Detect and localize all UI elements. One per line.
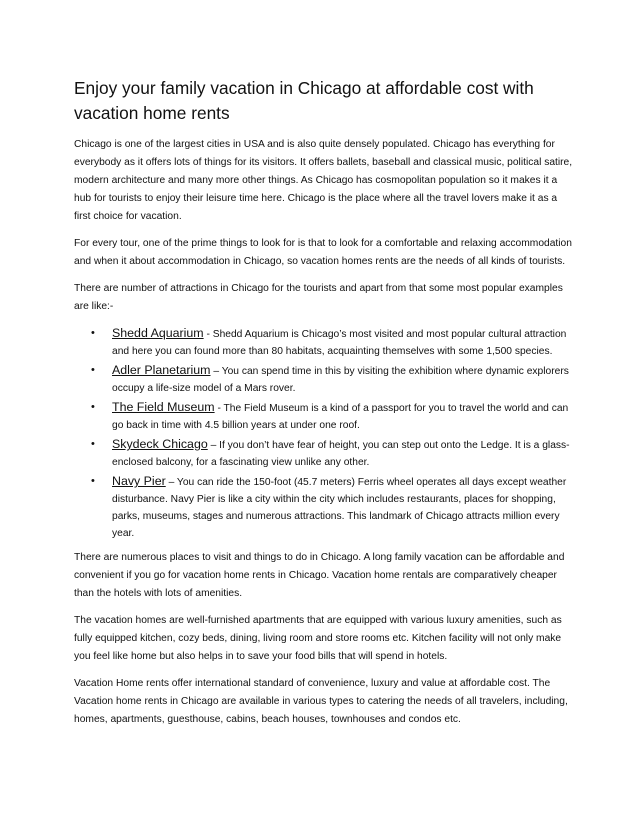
attraction-description: - The Field Museum is a kind of a passport for you to travel the world and can go back in time with 4.5 billion years at under one roof. — [112, 403, 569, 431]
paragraph-accommodation: For every tour, one of the prime things to look for is that to look for a comfortable and relaxing accommodation and when it about accommodation in Chicago, so vacation homes rents are the needs of all kinds of tourists. — [74, 238, 572, 267]
list-item — [74, 436, 574, 471]
paragraph-attractions-intro: There are number of attractions in Chicago for the tourists and apart from that some most popular examples are like:- — [74, 283, 563, 312]
list-item — [74, 362, 574, 397]
attraction-link[interactable]: Skydeck Chicago — [112, 437, 208, 451]
list-item — [74, 325, 574, 360]
paragraph-standards: Vacation Home rents offer international standard of convenience, luxury and value at affordable cost. The Vacation home rents in Chicago are available in various types to catering the needs of all travelers, including, homes, apartments, guesthouse, cabins, beach houses, townhouses and condos etc. — [74, 678, 568, 725]
paragraph-intro: Chicago is one of the largest cities in USA and is also quite densely populated. Chicago has everything for everybody as it offers lots of things for its visitors. It offers ballets, baseball and classical music, political satire, modern architecture and many more other things. As Chicago has cosmopolitan population so it makes it a hub for tourists to enjoy their leisure time here. Chicago is the place where all the travel lovers make it as a first choice for vacation. — [74, 139, 573, 222]
attraction-link[interactable]: Adler Planetarium — [112, 363, 211, 377]
paragraph-amenities: The vacation homes are well-furnished apartments that are equipped with various luxury amenities, such as fully equipped kitchen, cozy beds, dining, living room and store rooms etc. Kitchen facility will not only make you feel like home but also helps in to save your food bills that will spend in hotels. — [74, 615, 562, 662]
bullet-icon: • — [91, 327, 95, 339]
attraction-link[interactable]: Navy Pier — [112, 474, 166, 488]
list-item — [74, 473, 574, 542]
attraction-description: – If you don’t have fear of height, you can step out onto the Ledge. It is a glass-enclosed balcony, for a fascinating view unlike any other. — [112, 440, 570, 468]
attraction-description: - Shedd Aquarium is Chicago’s most visited and most popular cultural attraction and here you can found more than 80 habitats, acquainting themselves with some 1,500 species. — [112, 329, 567, 357]
attraction-link[interactable]: Shedd Aquarium — [112, 326, 204, 340]
bullet-icon: • — [91, 438, 95, 450]
bullet-icon: • — [91, 475, 95, 487]
document-page — [74, 76, 574, 738]
bullet-icon: • — [91, 364, 95, 376]
bullet-icon: • — [91, 401, 95, 413]
list-item — [74, 399, 574, 434]
document-title: Enjoy your family vacation in Chicago at affordable cost with vacation home rents — [74, 78, 534, 123]
attraction-link[interactable]: The Field Museum — [112, 400, 215, 414]
attractions-list — [74, 325, 574, 542]
attraction-description: – You can ride the 150-foot (45.7 meters) Ferris wheel operates all days except weather disturbance. Navy Pier is like a city within the city which includes restaurants, places for shopping, parks, museums, stages and numerous attractions. This landmark of Chicago attracts million every year. — [112, 477, 567, 539]
paragraph-places: There are numerous places to visit and things to do in Chicago. A long family vacation can be affordable and convenient if you go for vacation home rents in Chicago. Vacation home rentals are comparatively cheaper than the hotels with lots of amenities. — [74, 552, 565, 599]
attraction-description: – You can spend time in this by visiting the exhibition where dynamic explorers occupy a life-size model of a Mars rover. — [112, 366, 569, 394]
